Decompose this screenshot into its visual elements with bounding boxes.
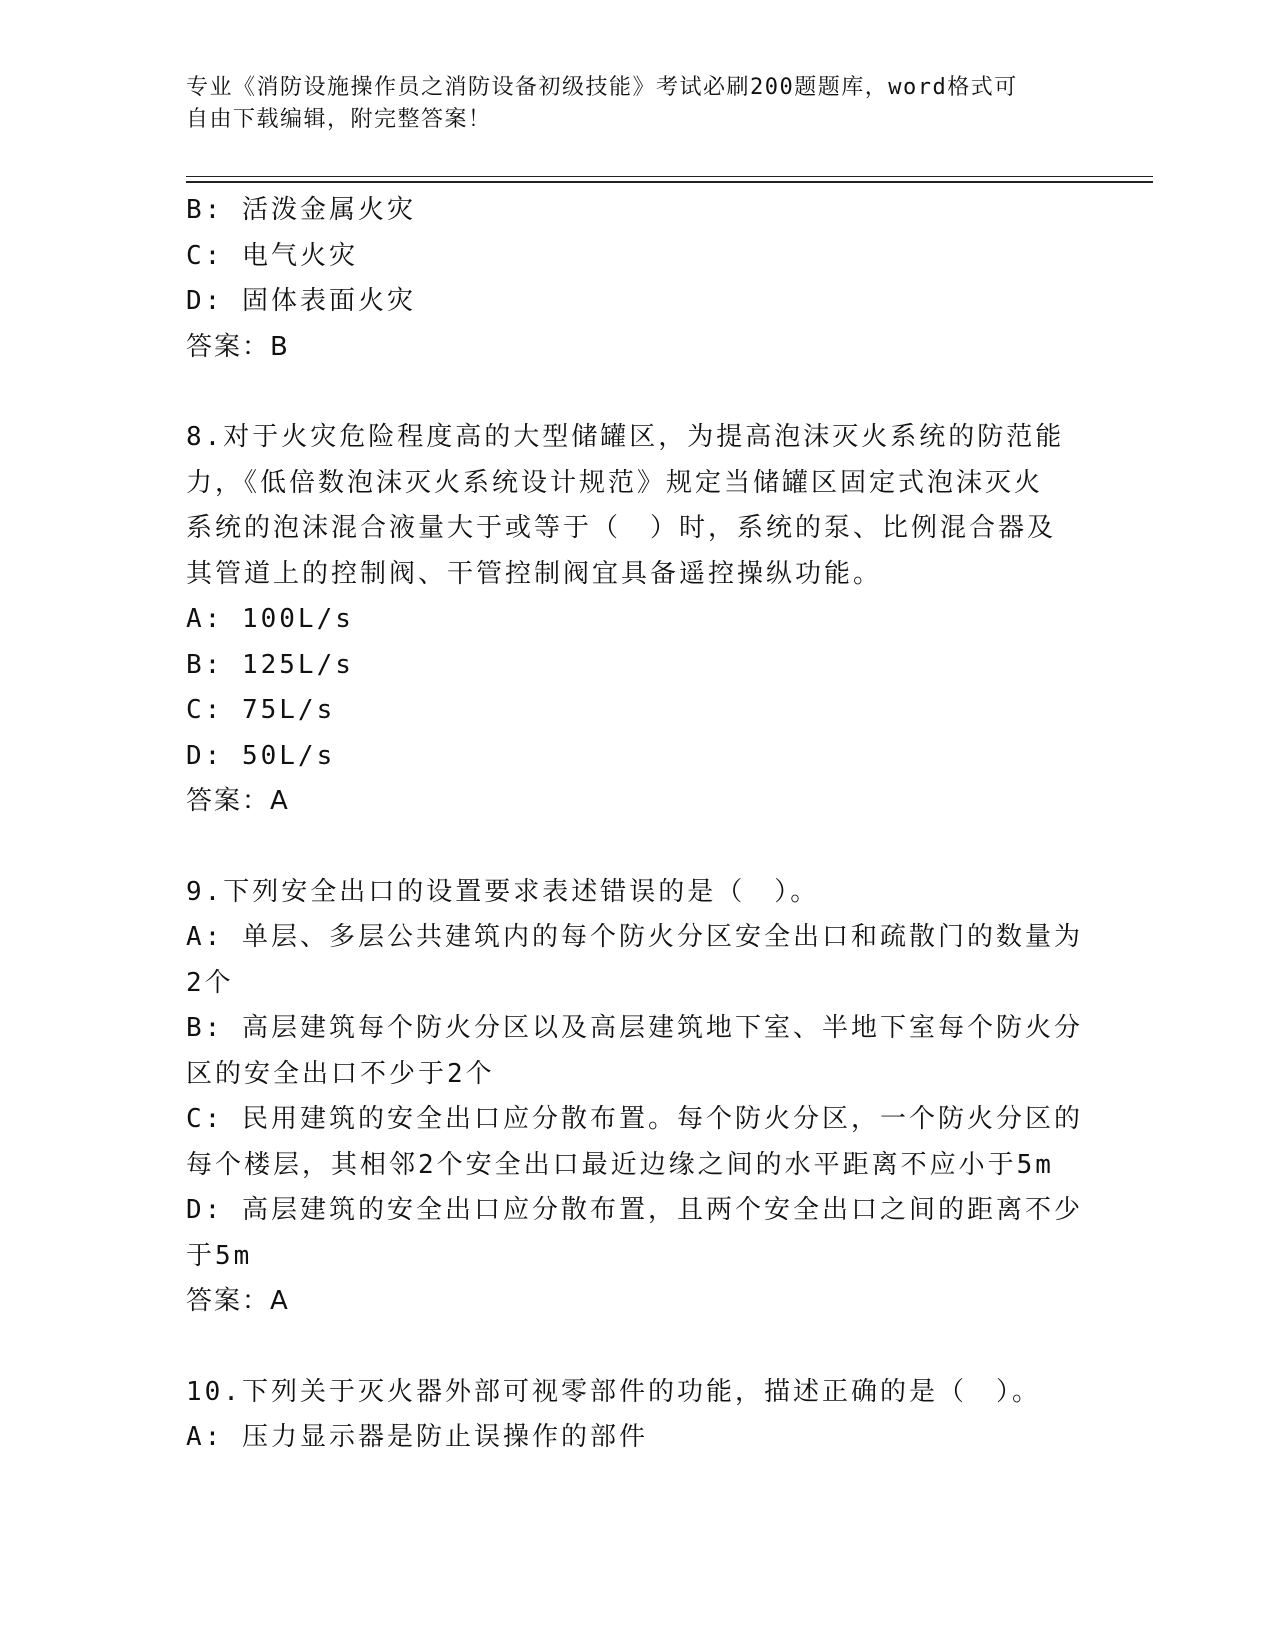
q9-stem: 9.下列安全出口的设置要求表述错误的是（ ）。	[186, 876, 820, 907]
q8-option-c: C: 75L/s	[186, 695, 336, 725]
question-content	[186, 188, 1086, 1461]
q9-option-d-line: D: 高层建筑的安全出口应分散布置，且两个安全出口之间的距离不少	[186, 1195, 1083, 1225]
question-7	[186, 188, 1086, 370]
q8-option-a: A: 100L/s	[186, 604, 354, 634]
q9-option-a-line: 2个	[186, 967, 234, 998]
q8-stem-line: 8.对于火灾危险程度高的大型储罐区，为提高泡沫灭火系统的防范能	[186, 422, 1065, 452]
q8-option-b: B: 125L/s	[186, 649, 354, 680]
spacer	[186, 825, 1086, 870]
q9-option-b-line: B: 高层建筑每个防火分区以及高层建筑地下室、半地下室每个防火分	[186, 1013, 1083, 1043]
q7-option-d: D: 固体表面火灾	[186, 286, 416, 316]
q8-stem-line: 力，《低倍数泡沫灭火系统设计规范》规定当储罐区固定式泡沫灭火	[186, 467, 1044, 498]
header-line-2: 自由下载编辑，附完整答案！	[186, 107, 492, 132]
q9-answer: 答案：A	[186, 1286, 290, 1316]
q7-option-c: C: 电气火灾	[186, 240, 358, 271]
q9-option-d-line: 于5m	[186, 1240, 253, 1271]
header-line-1: 专业《消防设施操作员之消防设备初级技能》考试必刷200题题库，word格式可	[186, 75, 1018, 100]
q9-option-c-line: C: 民用建筑的安全出口应分散布置。每个防火分区，一个防火分区的	[186, 1104, 1083, 1134]
spacer	[186, 1325, 1086, 1370]
spacer	[186, 370, 1086, 415]
header-rule-thick	[186, 181, 1153, 183]
q10-stem: 10.下列关于灭火器外部可视零部件的功能，描述正确的是（ ）。	[186, 1376, 1041, 1407]
q9-option-c-line: 每个楼层，其相邻2个安全出口最近边缘之间的水平距离不应小于5m	[186, 1149, 1054, 1180]
question-10	[186, 1370, 1086, 1461]
q8-stem-line: 其管道上的控制阀、干管控制阀宜具备遥控操纵功能。	[186, 558, 883, 589]
q9-option-b-line: 区的安全出口不少于2个	[186, 1058, 495, 1089]
q8-answer: 答案：A	[186, 786, 290, 816]
q10-option-a: A: 压力显示器是防止误操作的部件	[186, 1422, 648, 1452]
q7-answer: 答案：B	[186, 331, 290, 362]
q7-option-b: B: 活泼金属火灾	[186, 195, 416, 225]
q8-option-d: D: 50L/s	[186, 740, 336, 771]
question-9	[186, 870, 1086, 1325]
q9-option-a-line: A: 单层、多层公共建筑内的每个防火分区安全出口和疏散门的数量为	[186, 922, 1083, 952]
document-header	[186, 72, 1086, 136]
q8-stem-line: 系统的泡沫混合液量大于或等于（ ）时，系统的泵、比例混合器及	[186, 513, 1057, 543]
question-8	[186, 415, 1086, 825]
header-rule-thin	[186, 176, 1153, 177]
